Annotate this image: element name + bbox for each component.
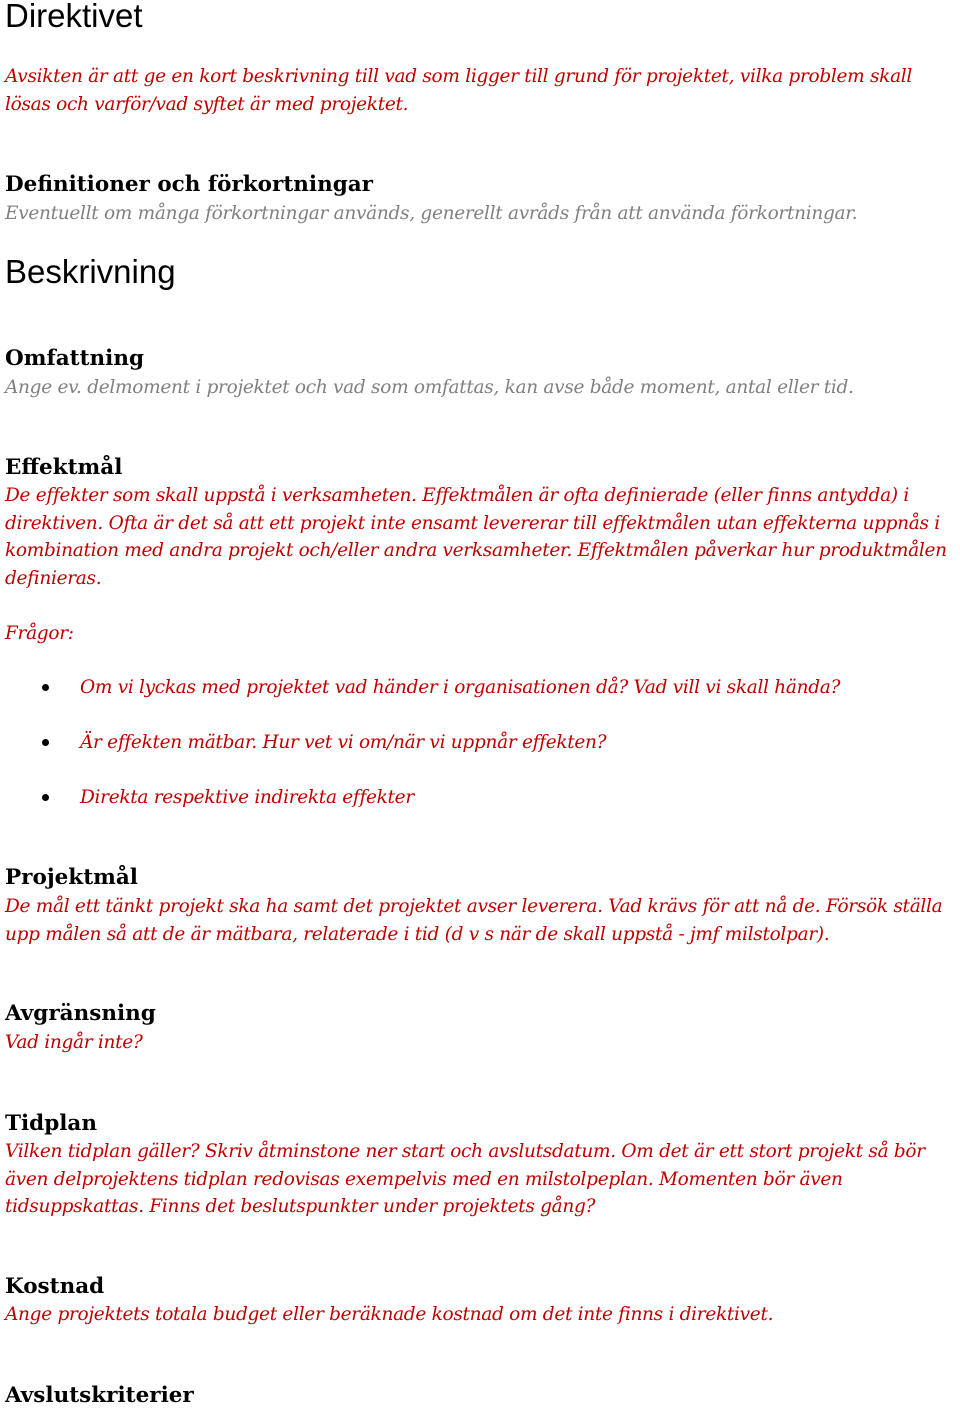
bullet-text: Är effekten mätbar. Hur vet vi om/när vi uppnår effekten? bbox=[80, 732, 607, 753]
list-item bbox=[0, 729, 940, 757]
text-omfattning: Ange ev. delmoment i projektet och vad som omfattas, kan avse både moment, antal eller tid. bbox=[5, 377, 854, 398]
heading-omfattning: Omfattning bbox=[5, 346, 144, 371]
heading-projektmal: Projektmål bbox=[5, 865, 138, 890]
text-definitioner: Eventuellt om många förkortningar används, generellt avråds från att använda förkortningar. bbox=[5, 203, 858, 224]
list-item bbox=[0, 784, 940, 812]
text-effektmal: De effekter som skall uppstå i verksamheten. Effektmålen är ofta definierade (eller finns antydda) i direktiven. Ofta är det så att ett projekt inte ensamt levererar till effektmålen utan effekterna uppnås i kombination med andra projekt och/eller andra verksamheter. Effektmålen påverkar hur produktmålen definieras. bbox=[5, 485, 947, 589]
heading-kostnad: Kostnad bbox=[5, 1274, 105, 1299]
heading-effektmal: Effektmål bbox=[5, 455, 123, 480]
heading-direktivet: Direktivet bbox=[5, 0, 143, 34]
bullet-text: Om vi lyckas med projektet vad händer i organisationen då? Vad vill vi skall hända? bbox=[80, 677, 841, 698]
heading-tidplan: Tidplan bbox=[5, 1111, 97, 1136]
text-tidplan: Vilken tidplan gäller? Skriv åtminstone ner start och avslutsdatum. Om det är ett stort projekt så bör även delprojektens tidplan redovisas exempelvis med en milstolpeplan. Momenten bör även tidsuppskattas. Finns det beslutspunkter under projektets gång? bbox=[5, 1141, 925, 1217]
list-item bbox=[0, 674, 940, 702]
text-projektmal: De mål ett tänkt projekt ska ha samt det projektet avser leverera. Vad krävs för att nå de. Försök ställa upp målen så att de är mätbara, relaterade i tid (d v s när de skall uppstå - jmf milstolpar). bbox=[5, 896, 943, 945]
bullet-dot-icon bbox=[42, 684, 49, 691]
text-direktivet: Avsikten är att ge en kort beskrivning till vad som ligger till grund för projektet, vilka problem skall lösas och varför/vad syftet är med projektet. bbox=[5, 66, 913, 115]
bullet-dot-icon bbox=[42, 739, 49, 746]
heading-beskrivning: Beskrivning bbox=[5, 253, 176, 290]
text-kostnad: Ange projektets totala budget eller beräknade kostnad om det inte finns i direktivet. bbox=[5, 1304, 774, 1325]
bullet-text: Direkta respektive indirekta effekter bbox=[80, 787, 414, 808]
bullet-dot-icon bbox=[42, 794, 49, 801]
questions-label: Frågor: bbox=[5, 623, 74, 644]
text-avgransning: Vad ingår inte? bbox=[5, 1032, 143, 1053]
heading-definitioner: Definitioner och förkortningar bbox=[5, 172, 373, 197]
heading-avgransning: Avgränsning bbox=[5, 1001, 156, 1026]
heading-avslutskriterier: Avslutskriterier bbox=[5, 1383, 194, 1408]
